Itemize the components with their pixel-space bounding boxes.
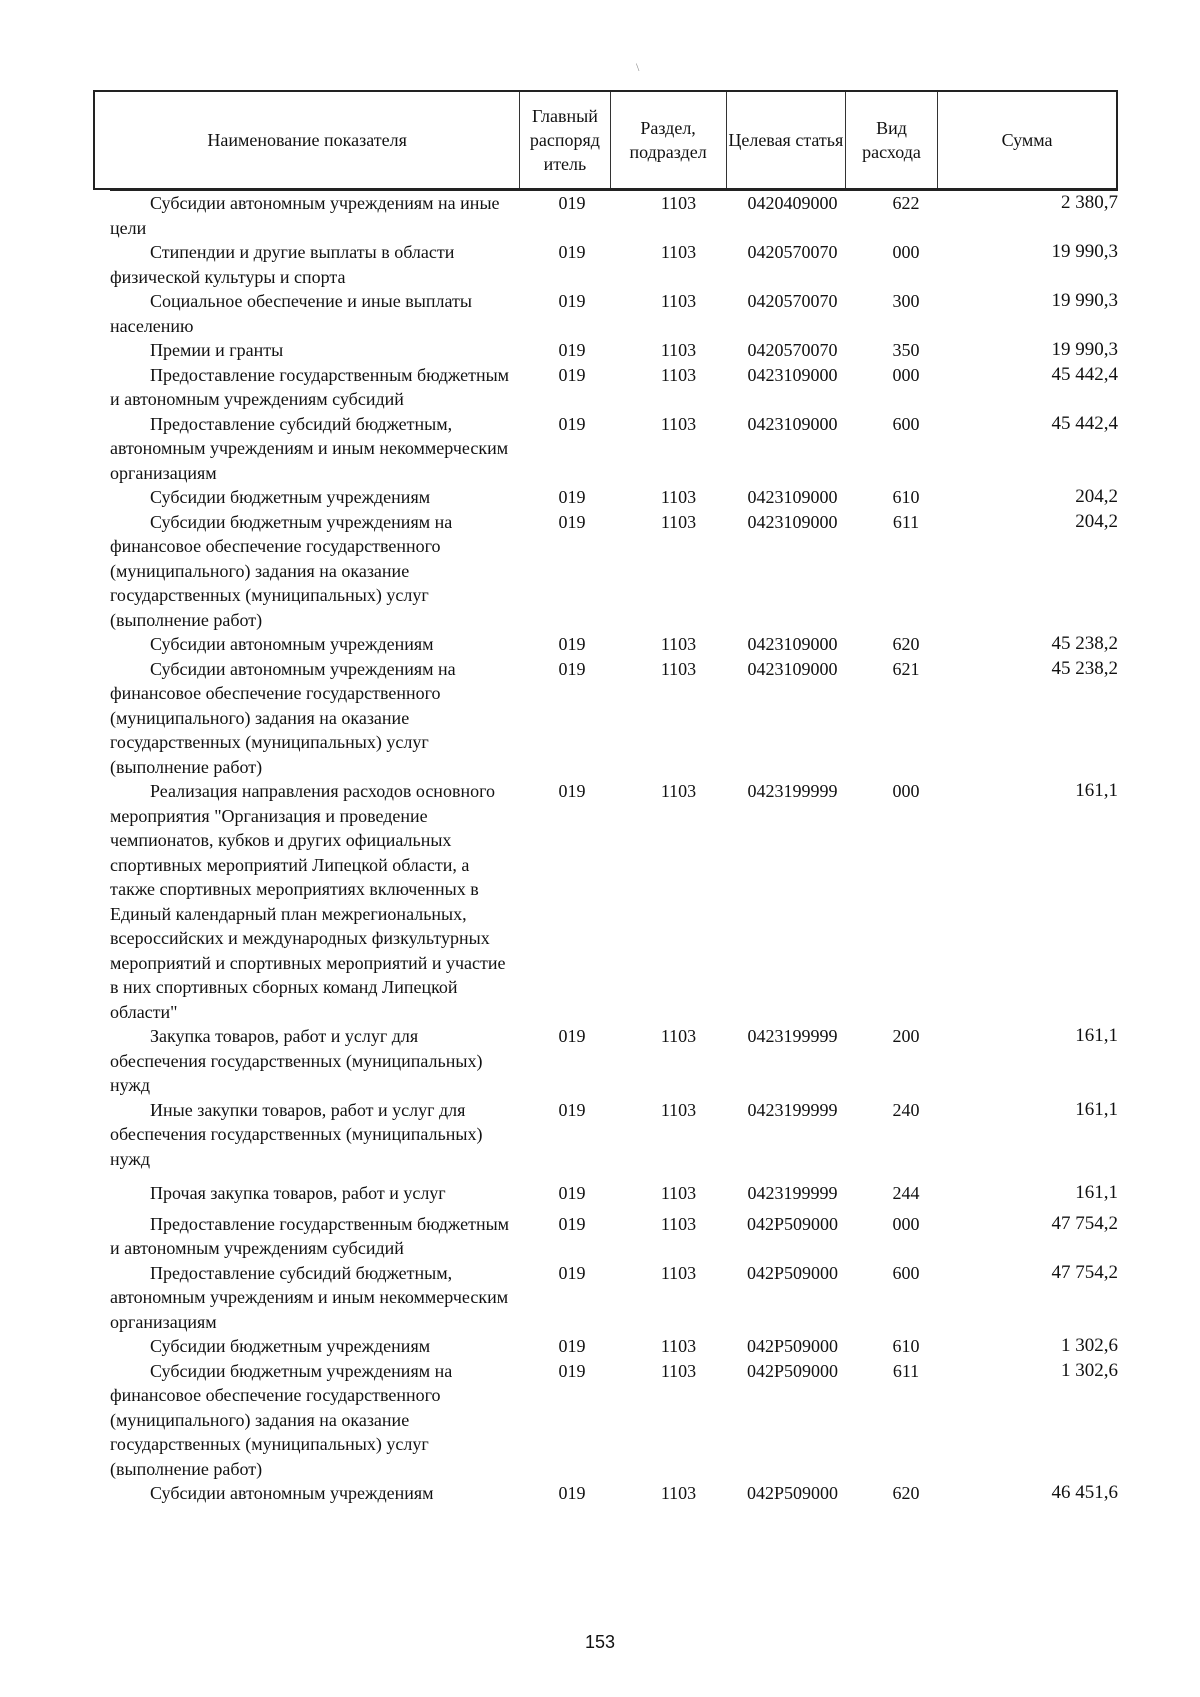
row-sum: 1 302,6 [1061, 1359, 1118, 1381]
row-target-article: 0423199999 [747, 781, 838, 801]
row-name: Премии и гранты [150, 340, 284, 360]
row-name: Иные закупки товаров, работ и услуг для обеспечения государственных (муниципальных) нужд [110, 1099, 483, 1169]
row-target-article: 042P509000 [746, 1360, 838, 1381]
row-main-manager: 019 [558, 658, 586, 679]
row-target-article: 0420570070 [747, 291, 838, 311]
table-row [110, 1024, 1118, 1098]
row-name: Прочая закупка товаров, работ и услуг [150, 1183, 446, 1203]
row-target-article: 0423199999 [747, 1183, 838, 1203]
header-sum: Сумма [938, 91, 1117, 189]
table-row [110, 1098, 1118, 1172]
row-section: 1103 [660, 1026, 697, 1046]
row-sum: 19 990,3 [1051, 290, 1118, 311]
row-section: 1103 [660, 340, 697, 360]
table-row [110, 657, 1118, 780]
row-sum: 161,1 [1075, 780, 1118, 801]
row-expense-kind: 244 [892, 1183, 920, 1203]
row-expense-kind: 621 [892, 658, 920, 679]
row-expense-kind: 600 [892, 1262, 920, 1283]
row-section: 1103 [660, 511, 697, 532]
row-expense-kind: 000 [892, 781, 920, 801]
row-name: Предоставление субсидий бюджетным, автономным учреждениям и иным некоммерческим организациям [110, 1262, 509, 1332]
row-name: Субсидии бюджетным учреждениям на финансовое обеспечение государственного (муниципального) задания на оказание государственных (муниципальных) услуг (выполнение работ) [110, 1360, 453, 1479]
row-main-manager: 019 [558, 1360, 586, 1381]
row-main-manager: 019 [558, 364, 586, 385]
row-name: Предоставление государственным бюджетным и автономным учреждениям субсидий [110, 364, 510, 409]
row-target-article: 042P509000 [746, 1483, 838, 1503]
row-expense-kind: 610 [892, 1336, 920, 1356]
row-target-article: 0423109000 [747, 364, 838, 385]
row-main-manager: 019 [558, 1483, 586, 1503]
row-target-article: 042P509000 [746, 1262, 838, 1283]
row-name: Субсидии бюджетным учреждениям [150, 1336, 431, 1356]
header-target-article: Целевая статья [726, 91, 845, 189]
header-section: Раздел, подраздел [610, 91, 726, 189]
row-expense-kind: 200 [892, 1026, 920, 1046]
row-sum: 45 238,2 [1051, 633, 1118, 654]
row-target-article: 042P509000 [746, 1213, 838, 1234]
row-section: 1103 [660, 1183, 697, 1203]
row-main-manager: 019 [558, 242, 586, 262]
page-number: 153 [584, 1632, 616, 1652]
table-body [110, 189, 1118, 1506]
row-name: Субсидии автономным учреждениям на иные цели [110, 193, 500, 238]
row-main-manager: 019 [558, 634, 586, 654]
table-row [110, 1261, 1118, 1335]
row-target-article: 0423199999 [747, 1026, 838, 1046]
row-main-manager: 019 [558, 1336, 586, 1356]
row-sum: 1 302,6 [1061, 1335, 1118, 1356]
row-sum: 161,1 [1075, 1182, 1118, 1203]
row-name: Субсидии бюджетным учреждениям [150, 487, 431, 507]
row-name: Предоставление субсидий бюджетным, автономным учреждениям и иным некоммерческим организациям [110, 413, 509, 483]
row-sum: 45 238,2 [1051, 657, 1118, 679]
header-name: Наименование показателя [207, 130, 407, 150]
row-expense-kind: 000 [892, 242, 920, 262]
scan-mark: \ [636, 60, 640, 74]
row-main-manager: 019 [558, 511, 586, 532]
row-section: 1103 [660, 1099, 697, 1120]
row-expense-kind: 600 [892, 413, 920, 434]
row-sum: 47 754,2 [1051, 1212, 1118, 1234]
row-expense-kind: 300 [892, 291, 920, 311]
row-name: Реализация направления расходов основного мероприятия "Организация и проведение чемпионатов, кубков и других официальных спортивных мероприятий Липецкой области, а также спортивных мероприятиях включенных в Единый календарный план межрегиональных, всероссийских и международных физкультурных мероприятий и спортивных мероприятий и участие в них спортивных сборных команд Липецкой области" [110, 781, 506, 1022]
row-expense-kind: 620 [892, 634, 920, 654]
row-sum: 45 442,4 [1051, 412, 1118, 434]
table-row [110, 779, 1118, 1024]
row-main-manager: 019 [558, 340, 586, 360]
row-expense-kind: 611 [892, 1360, 920, 1381]
row-expense-kind: 622 [892, 193, 920, 213]
table-row [110, 632, 1118, 657]
table-header [93, 90, 1118, 190]
row-target-article: 0423109000 [747, 487, 838, 507]
row-section: 1103 [660, 1213, 697, 1234]
row-name: Субсидии автономным учреждениям [150, 1483, 434, 1503]
table-row [110, 510, 1118, 633]
row-main-manager: 019 [558, 1026, 586, 1046]
table-row [110, 1481, 1118, 1506]
row-sum: 204,2 [1075, 486, 1118, 507]
row-main-manager: 019 [558, 487, 586, 507]
row-section: 1103 [660, 487, 697, 507]
row-sum: 19 990,3 [1051, 339, 1118, 360]
row-target-article: 0423109000 [747, 634, 838, 654]
row-expense-kind: 000 [892, 1213, 920, 1234]
header-main-manager: Главный распоряд итель [520, 91, 610, 189]
row-name: Предоставление государственным бюджетным и автономным учреждениям субсидий [110, 1213, 510, 1258]
row-target-article: 0423109000 [747, 511, 838, 532]
row-expense-kind: 611 [892, 511, 920, 532]
row-section: 1103 [660, 1336, 697, 1356]
table-row [110, 191, 1118, 240]
row-sum: 204,2 [1075, 510, 1118, 532]
row-target-article: 0420409000 [747, 193, 838, 213]
row-section: 1103 [660, 781, 697, 801]
row-section: 1103 [660, 1262, 697, 1283]
row-section: 1103 [660, 242, 697, 262]
row-section: 1103 [660, 658, 697, 679]
row-target-article: 0420570070 [747, 242, 838, 262]
row-name: Стипендии и другие выплаты в области физической культуры и спорта [110, 242, 455, 287]
row-expense-kind: 000 [892, 364, 920, 385]
table-row [110, 485, 1118, 510]
row-section: 1103 [660, 193, 697, 213]
row-main-manager: 019 [558, 781, 586, 801]
row-sum: 161,1 [1075, 1025, 1118, 1046]
row-name: Субсидии автономным учреждениям на финансовое обеспечение государственного (муниципального) задания на оказание государственных (муниципальных) услуг (выполнение работ) [110, 658, 456, 777]
row-section: 1103 [660, 634, 697, 654]
table-row [110, 1181, 1118, 1206]
row-target-article: 0423199999 [747, 1099, 838, 1120]
row-expense-kind: 620 [892, 1483, 920, 1503]
row-main-manager: 019 [558, 1213, 586, 1234]
row-target-article: 0423109000 [747, 658, 838, 679]
row-section: 1103 [660, 291, 697, 311]
row-main-manager: 019 [558, 1262, 586, 1283]
table-row [110, 338, 1118, 363]
row-sum: 2 380,7 [1061, 192, 1118, 213]
row-expense-kind: 610 [892, 487, 920, 507]
row-target-article: 042P509000 [746, 1336, 838, 1356]
row-main-manager: 019 [558, 413, 586, 434]
row-target-article: 0420570070 [747, 340, 838, 360]
row-section: 1103 [660, 1360, 697, 1381]
row-section: 1103 [660, 1483, 697, 1503]
row-main-manager: 019 [558, 193, 586, 213]
table-row [110, 240, 1118, 289]
row-expense-kind: 350 [892, 340, 920, 360]
row-sum: 45 442,4 [1051, 363, 1118, 385]
row-main-manager: 019 [558, 291, 586, 311]
table-row [110, 1212, 1118, 1261]
row-name: Социальное обеспечение и иные выплаты населению [110, 291, 472, 336]
table-row [110, 363, 1118, 412]
row-sum: 161,1 [1075, 1098, 1118, 1120]
row-name: Субсидии бюджетным учреждениям на финансовое обеспечение государственного (муниципального) задания на оказание государственных (муниципальных) услуг (выполнение работ) [110, 511, 453, 630]
row-main-manager: 019 [558, 1099, 586, 1120]
row-sum: 19 990,3 [1051, 241, 1118, 262]
row-target-article: 0423109000 [747, 413, 838, 434]
row-sum: 47 754,2 [1051, 1261, 1118, 1283]
row-name: Закупка товаров, работ и услуг для обеспечения государственных (муниципальных) нужд [110, 1026, 483, 1095]
row-main-manager: 019 [558, 1183, 586, 1203]
row-section: 1103 [660, 413, 697, 434]
table-row [110, 1334, 1118, 1359]
row-name: Субсидии автономным учреждениям [150, 634, 434, 654]
row-sum: 46 451,6 [1051, 1482, 1118, 1503]
table-row [110, 1359, 1118, 1482]
row-section: 1103 [660, 364, 697, 385]
header-expense-kind: Вид расхода [845, 91, 937, 189]
table-row [110, 412, 1118, 486]
row-expense-kind: 240 [892, 1099, 920, 1120]
table-row [110, 289, 1118, 338]
